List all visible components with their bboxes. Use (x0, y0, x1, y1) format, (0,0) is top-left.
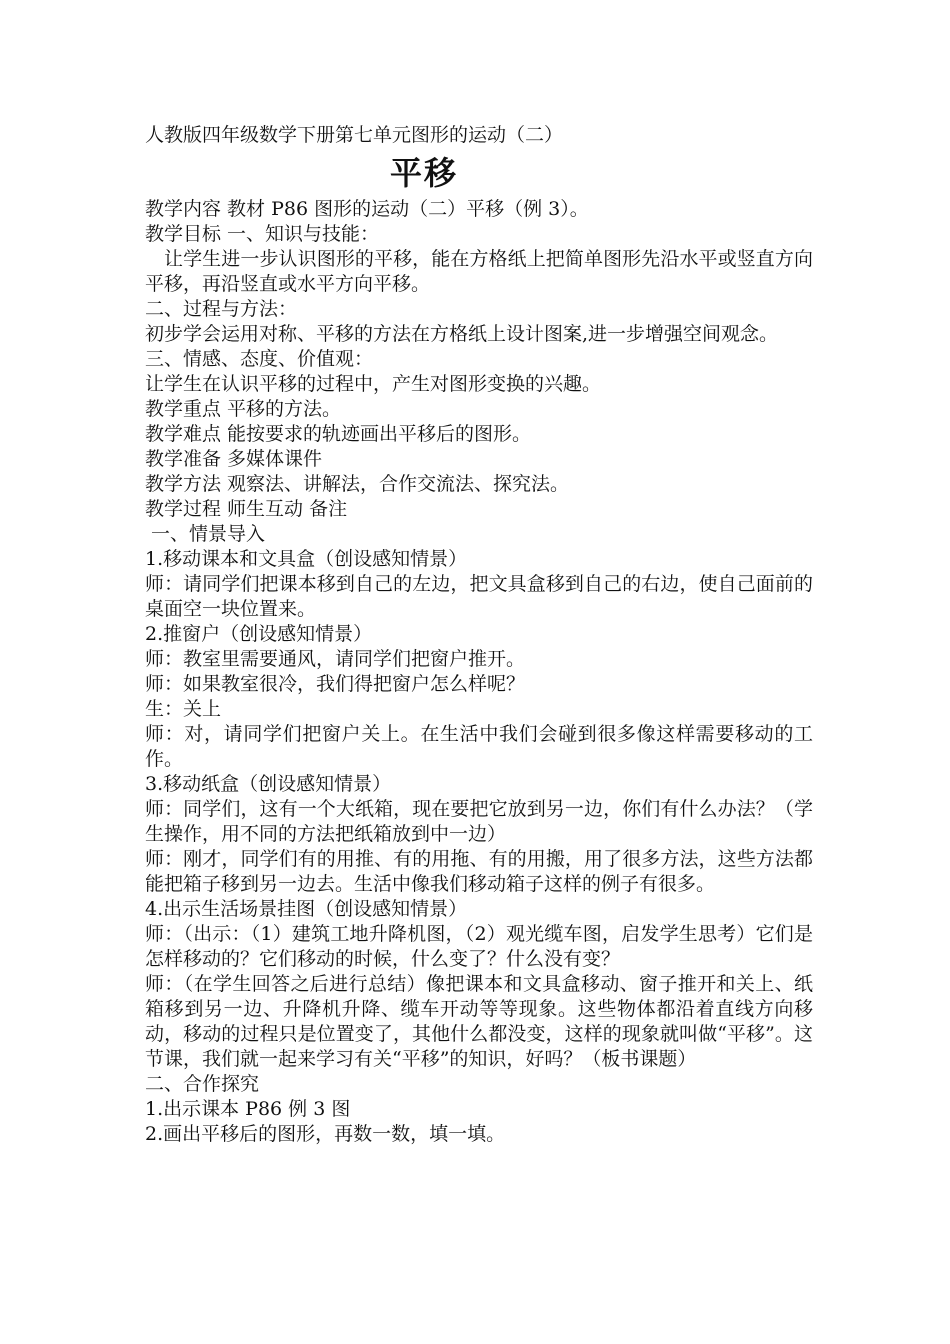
paragraph: 2.画出平移后的图形，再数一数，填一填。 (145, 1123, 506, 1145)
paragraph: 师：请同学们把课本移到自己的左边，把文具盒移到自己的右边，使自己面前的桌面空一块位置来。 (145, 573, 813, 620)
paragraph: 初步学会运用对称、平移的方法在方格纸上设计图案,进一步增强空间观念。 (145, 323, 779, 345)
document-title: 平移 (390, 154, 459, 192)
paragraph: 让学生进一步认识图形的平移，能在方格纸上把简单图形先沿水平或竖直方向平移，再沿竖直或水平方向平移。 (145, 248, 813, 295)
paragraph: 师：同学们，这有一个大纸箱，现在要把它放到另一边，你们有什么办法？（学生操作，用不同的方法把纸箱放到中一边） (145, 798, 813, 845)
paragraph: 2.推窗户（创设感知情景） (145, 623, 373, 645)
paragraph: 师：（出示：（1）建筑工地升降机图，（2）观光缆车图，启发学生思考）它们是怎样移动的？它们移动的时候，什么变了？什么没有变？ (145, 923, 813, 970)
paragraph-list (145, 197, 813, 1147)
paragraph: 1.移动课本和文具盒（创设感知情景） (145, 548, 468, 570)
paragraph: 生：关上 (145, 698, 222, 720)
paragraph: 二、合作探究 (145, 1073, 260, 1095)
paragraph: 让学生在认识平移的过程中，产生对图形变换的兴趣。 (145, 373, 602, 395)
paragraph: 师：刚才，同学们有的用推、有的用拖、有的用搬，用了很多方法，这些方法都能把箱子移到另一边去。生活中像我们移动箱子这样的例子有很多。 (145, 848, 813, 895)
paragraph: 教学准备 多媒体课件 (145, 448, 323, 470)
paragraph: 三、情感、态度、价值观： (145, 348, 374, 370)
paragraph: 教学方法 观察法、讲解法，合作交流法、探究法。 (145, 473, 570, 495)
document-subtitle: 人教版四年级数学下册第七单元图形的运动（二） (145, 124, 564, 146)
paragraph: 师：教室里需要通风，请同学们把窗户推开。 (145, 648, 526, 670)
paragraph: 教学过程 师生互动 备注 (145, 498, 348, 520)
paragraph: 一、情景导入 (145, 523, 266, 545)
paragraph: 1.出示课本 P86 例 3 图 (145, 1098, 351, 1120)
paragraph: 师：对，请同学们把窗户关上。在生活中我们会碰到很多像这样需要移动的工作。 (145, 723, 813, 770)
paragraph: 师：如果教室很冷，我们得把窗户怎么样呢？ (145, 673, 526, 695)
paragraph: 二、过程与方法： (145, 298, 298, 320)
document-body (145, 122, 813, 1147)
paragraph: 教学重点 平移的方法。 (145, 398, 342, 420)
paragraph: 4.出示生活场景挂图（创设感知情景） (145, 898, 468, 920)
paragraph: 教学难点 能按要求的轨迹画出平移后的图形。 (145, 423, 532, 445)
paragraph: 3.移动纸盒（创设感知情景） (145, 773, 392, 795)
paragraph: 教学内容 教材 P86 图形的运动（二）平移（例 3）。 (145, 198, 589, 220)
paragraph: 教学目标 一、知识与技能： (145, 223, 380, 245)
paragraph: 师：（在学生回答之后进行总结）像把课本和文具盒移动、窗子推开和关上、纸箱移到另一边、升降机升降、缆车开动等等现象。这些物体都沿着直线方向移动，移动的过程只是位置变了，其他什么都没变，这样的现象就叫做“平移”。这节课，我们就一起来学习有关“平移”的知识，好吗？（板书课题） (145, 973, 813, 1070)
